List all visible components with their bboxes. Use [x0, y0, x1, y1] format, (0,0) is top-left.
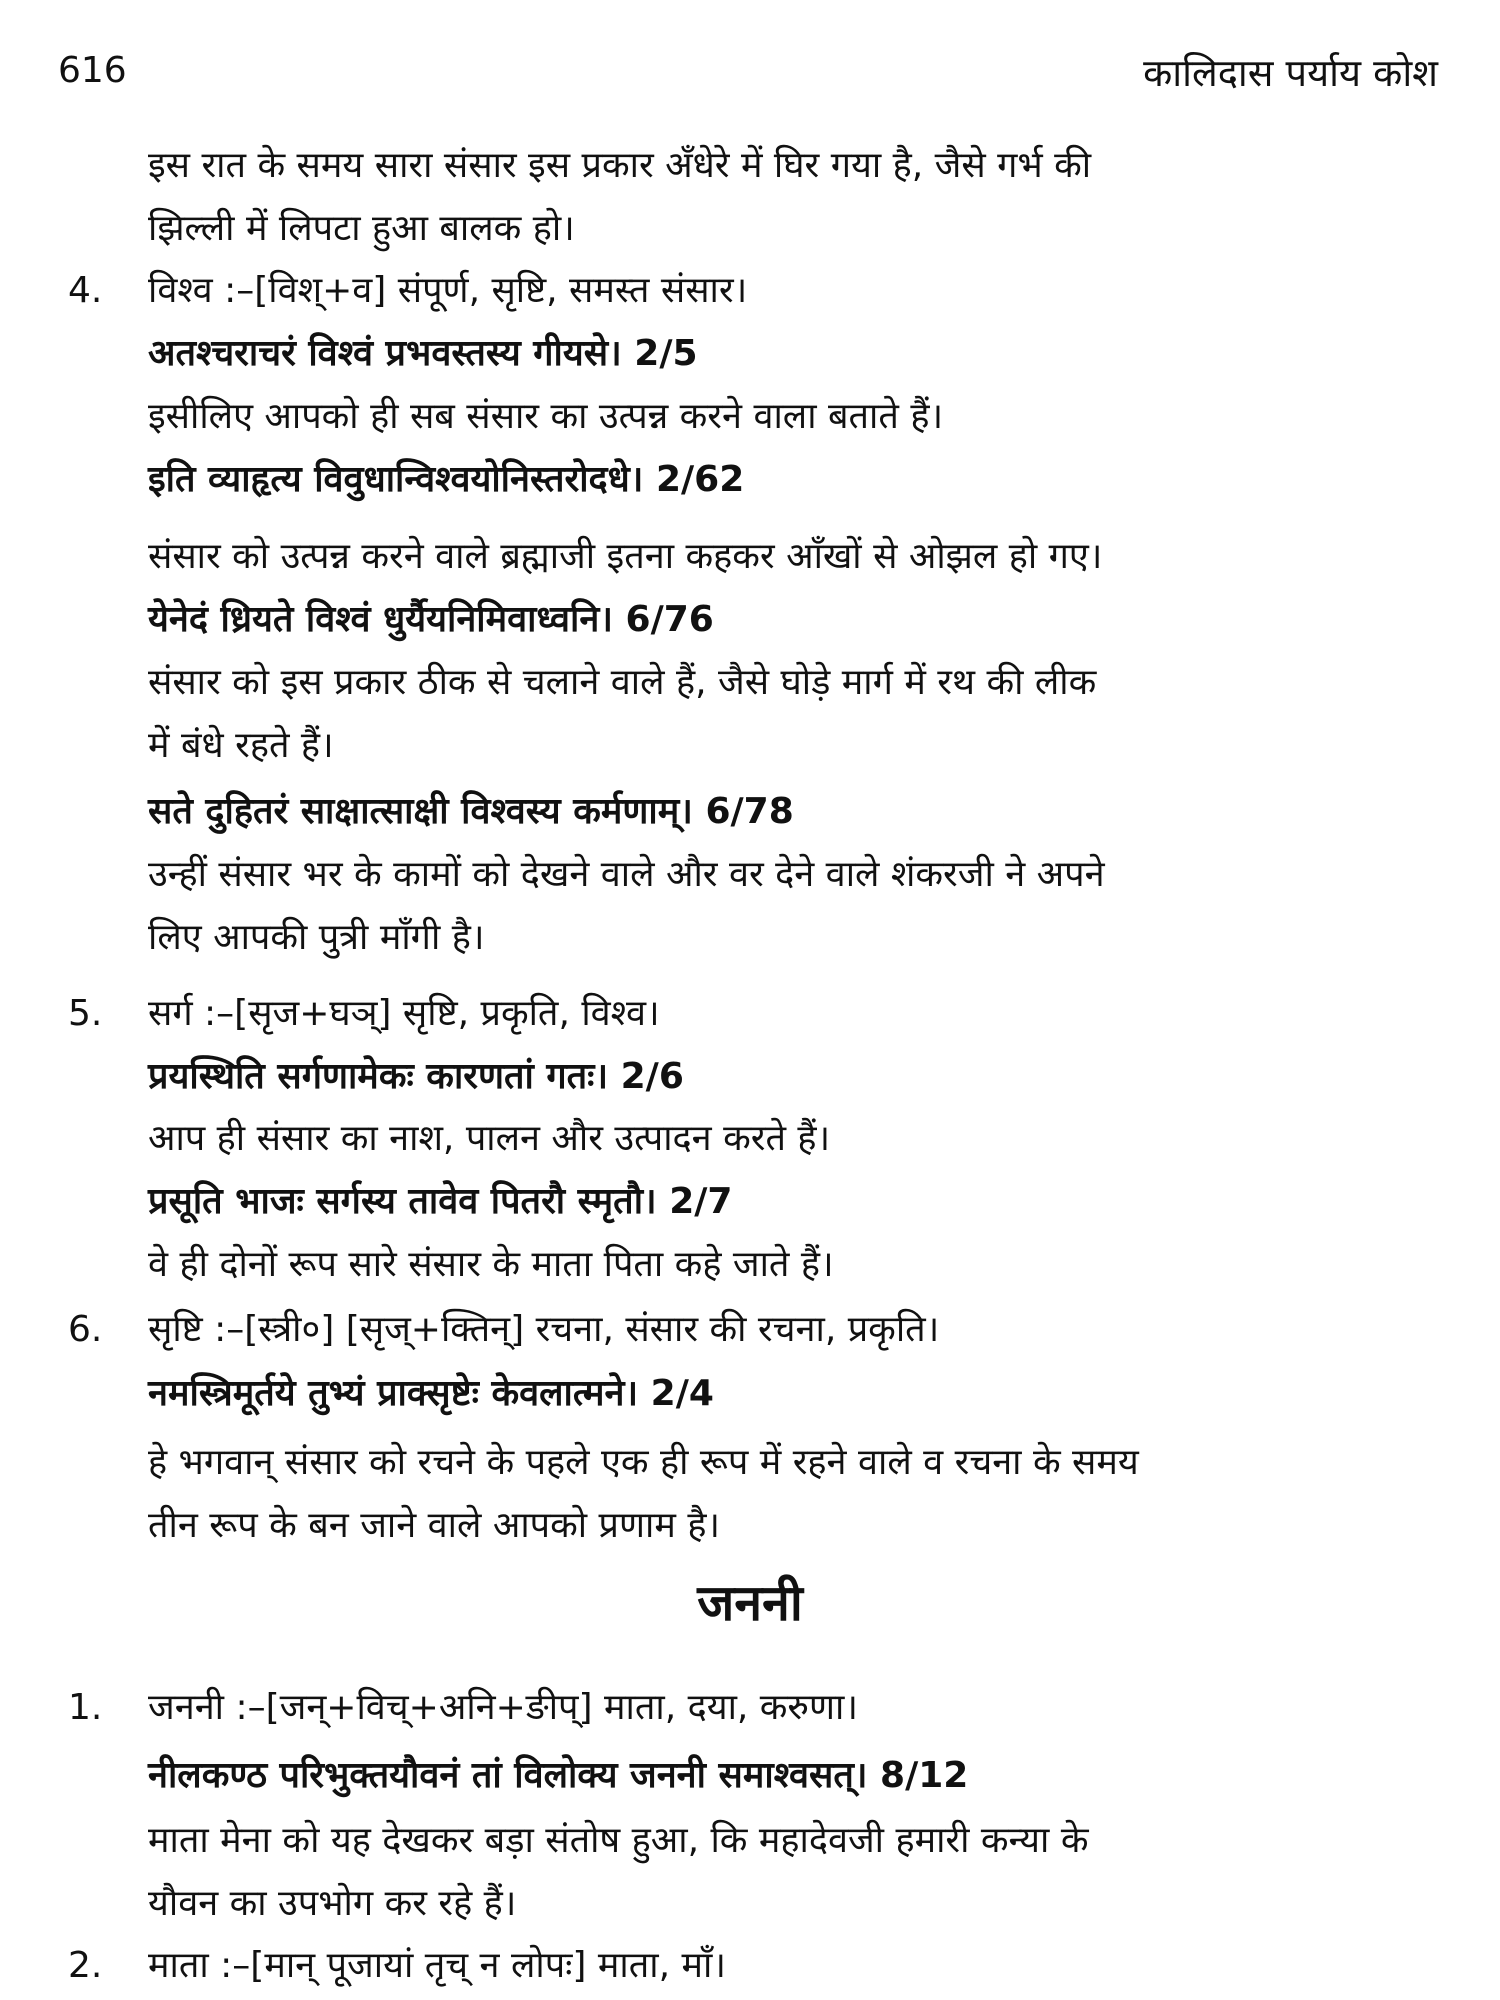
translation-line: वे ही दोनों रूप सारे संसार के माता पिता कहे जाते हैं। [148, 1244, 834, 1285]
entry-definition: सर्ग :–[सृज+घञ्] सृष्टि, प्रकृति, विश्व। [148, 993, 660, 1034]
translation-line: हे भगवान् संसार को रचने के पहले एक ही रूप में रहने वाले व रचना के समय [148, 1442, 1139, 1483]
page-number: 616 [58, 50, 127, 91]
verse-line: इति व्याहृत्य विवुधान्विश्वयोनिस्तरोदधे। 2/62 [148, 459, 745, 500]
verse-line: प्रसूति भाजः सर्गस्य तावेव पितरौ स्मृतौ। 2/7 [148, 1181, 733, 1222]
translation-line: उन्हीं संसार भर के कामों को देखने वाले और वर देने वाले शंकरजी ने अपने [148, 854, 1105, 895]
entry-definition: जननी :–[जन्+विच्+अनि+ङीप्] माता, दया, करुणा। [148, 1687, 858, 1728]
section-heading: जननी [697, 1574, 803, 1632]
text-line: झिल्ली में लिपटा हुआ बालक हो। [148, 208, 575, 249]
entry-definition: विश्व :–[विश्+व] संपूर्ण, सृष्टि, समस्त संसार। [148, 270, 748, 311]
translation-line: संसार को उत्पन्न करने वाले ब्रह्माजी इतना कहकर आँखों से ओझल हो गए। [148, 536, 1103, 577]
verse-line: नीलकण्ठ परिभुक्तयौवनं तां विलोक्य जननी समाश्वसत्। 8/12 [148, 1755, 969, 1796]
verse-line: प्रयस्थिति सर्गणामेकः कारणतां गतः। 2/6 [148, 1056, 684, 1097]
translation-line: में बंधे रहते हैं। [148, 725, 334, 766]
translation-line: तीन रूप के बन जाने वाले आपको प्रणाम है। [148, 1505, 721, 1546]
verse-line: येनेदं ध्रियते विश्वं धुर्यैयनिमिवाध्वनि। 6/76 [148, 599, 714, 640]
translation-line: लिए आपकी पुत्री माँगी है। [148, 917, 485, 958]
entry-number: 4. [68, 270, 103, 311]
text-line: इस रात के समय सारा संसार इस प्रकार अँधेरे में घिर गया है, जैसे गर्भ की [148, 145, 1092, 186]
verse-line: नमस्त्रिमूर्तये तुभ्यं प्राक्सृष्टेः केवलात्मने। 2/4 [148, 1373, 714, 1414]
entry-definition: सृष्टि :–[स्त्री०] [सृज्+क्तिन्] रचना, संसार की रचना, प्रकृति। [148, 1309, 940, 1350]
running-title: कालिदास पर्याय कोश [1143, 51, 1438, 95]
translation-line: आप ही संसार का नाश, पालन और उत्पादन करते हैं। [148, 1118, 831, 1159]
entry-number: 1. [68, 1687, 103, 1728]
verse-line: सते दुहितरं साक्षात्साक्षी विश्वस्य कर्मणाम्। 6/78 [148, 791, 794, 832]
translation-line: इसीलिए आपको ही सब संसार का उत्पन्न करने वाला बताते हैं। [148, 396, 944, 437]
translation-line: माता मेना को यह देखकर बड़ा संतोष हुआ, कि महादेवजी हमारी कन्या के [148, 1820, 1089, 1861]
verse-line: अतश्चराचरं विश्वं प्रभवस्तस्य गीयसे। 2/5 [148, 333, 698, 374]
entry-number: 2. [68, 1945, 103, 1986]
entry-number: 6. [68, 1309, 103, 1350]
entry-definition: माता :–[मान् पूजायां तृच् न लोपः] माता, माँ। [148, 1945, 726, 1986]
translation-line: संसार को इस प्रकार ठीक से चलाने वाले हैं, जैसे घोड़े मार्ग में रथ की लीक [148, 662, 1097, 703]
translation-line: यौवन का उपभोग कर रहे हैं। [148, 1883, 517, 1924]
entry-number: 5. [68, 993, 103, 1034]
